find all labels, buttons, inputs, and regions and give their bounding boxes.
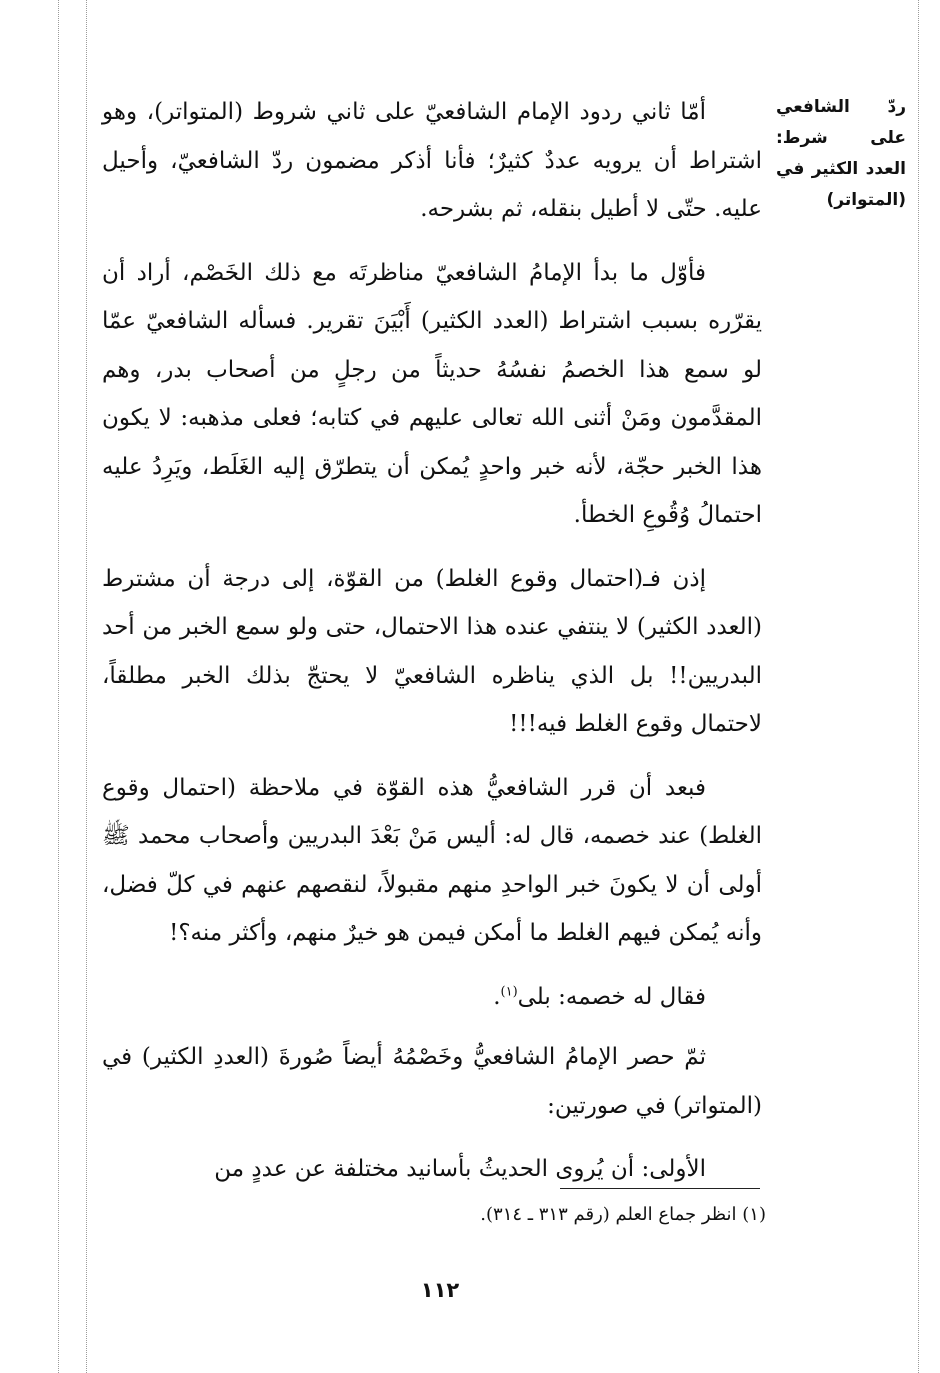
paragraph-6: الأولى: أن يُروى الحديثُ بأسانيد مختلفة عن عددٍ من (214, 1156, 706, 1182)
paragraph-reply: فقال له خصمه: بلى$^{(١)}$. (493, 983, 706, 1010)
paragraph-5: ثمّ حصر الإمامُ الشافعيُّ وخَصْمُهُ أيضاً صُورةَ (العددِ الكثير) في (المتواتر) في صورتين: (102, 1044, 762, 1119)
scan-margin-line (918, 0, 919, 1373)
footnote: (١) انظر جماع العلم (رقم ٣١٣ ـ ٣١٤). (480, 1204, 766, 1225)
main-text (102, 88, 762, 1209)
paragraph-4: فبعد أن قرر الشافعيُّ هذه القوّة في ملاحظة (احتمال وقوع الغلط) عند خصمه، قال له: أليس مَنْ بَعْدَ البدريين وأصحاب محمد ﷺ أولى أن لا يكونَ خبر الواحدِ منهم مقبولاً، لنقصهم عنهم في كلّ فضل، وأنه يُمكن فيهم الغلط ما أمكن فيمن هو خيرٌ منهم، وأكثر منه؟! (102, 774, 762, 946)
footnote-marker[interactable]: (١) (500, 983, 518, 999)
paragraph-1: أمّا ثاني ردود الإمام الشافعيّ على ثاني شروط (المتواتر)، وهو اشتراط أن يرويه عددٌ كثيرٌ؛ فأنا أذكر مضمون ردّ الشافعيّ، وأحيل عليه. حتّى لا أطيل بنقله، ثم بشرحه. (102, 99, 762, 222)
page-number: ١١٢ (420, 1278, 460, 1302)
reply-text: فقال له خصمه: بلى (517, 983, 706, 1010)
paragraph-2: فأوّل ما بدأ الإمامُ الشافعيّ مناظرتَه مع ذلك الخَصْم، أراد أن يقرّره بسبب اشتراط (العدد الكثير) أَبْيَنَ تقرير. فسأله الشافعيّ عمّا لو سمع هذا الخصمُ نفسُهُ حديثاً من رجلٍ من أصحاب بدر، وهم المقدَّمون ومَنْ أثنى الله تعالى عليهم في كتابه؛ فعلى مذهبه: لا يكون هذا الخبر حجّة، لأنه خبر واحدٍ يُمكن أن يتطرّق إليه الغَلَط، ويَرِدُ عليه احتمالُ وُقُوعِ الخطأ. (102, 259, 762, 528)
footnote-separator (560, 1188, 760, 1189)
scan-margin-line (86, 0, 87, 1373)
margin-heading: ردّ الشافعي على شرط: العدد الكثير في (المتواتر) (776, 97, 906, 210)
paragraph-3: إذن فـ(احتمال وقوع الغلط) من القوّة، إلى درجة أن مشترط (العدد الكثير) لا ينتفي عنده هذا الاحتمال، حتى ولو سمع الخبر من أحد البدريين!! بل الذي يناظره الشافعيّ لا يحتجّ بذلك الخبر مطلقاً، لاحتمال وقوع الغلط فيه!!! (102, 565, 762, 737)
scan-margin-line (58, 0, 59, 1373)
